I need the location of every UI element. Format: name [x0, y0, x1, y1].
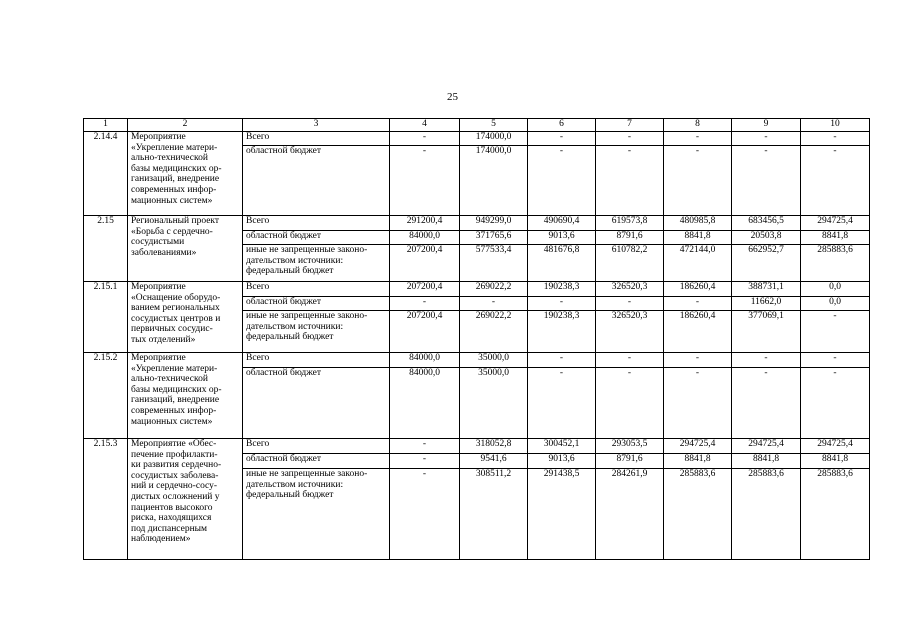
col-header: 9 [732, 119, 801, 132]
value-cell: - [528, 146, 596, 216]
value-cell: 8841,8 [801, 454, 870, 469]
funding-source: областной бюджет [243, 231, 390, 245]
value-cell: 326520,3 [596, 311, 664, 353]
value-cell: - [390, 132, 460, 146]
value-cell: 186260,4 [664, 311, 732, 353]
value-cell: 683456,5 [732, 216, 801, 231]
value-cell: 9013,6 [528, 454, 596, 469]
value-cell: - [596, 368, 664, 439]
value-cell: 8841,8 [664, 454, 732, 469]
value-cell: - [801, 353, 870, 368]
value-cell: - [801, 368, 870, 439]
value-cell: 285883,6 [732, 469, 801, 560]
value-cell: - [390, 439, 460, 454]
funding-source: Всего [243, 132, 390, 146]
value-cell: 480985,8 [664, 216, 732, 231]
table-row [84, 353, 870, 368]
col-header: 4 [390, 119, 460, 132]
value-cell: 8791,6 [596, 231, 664, 245]
value-cell: - [390, 297, 460, 311]
value-cell: 84000,0 [390, 231, 460, 245]
value-cell: - [390, 146, 460, 216]
value-cell: 294725,4 [664, 439, 732, 454]
value-cell: 8841,8 [801, 231, 870, 245]
item-name: Мероприятие «Оснащение оборудо- ванием региональных сосудистых центров и первичных сосудис- тых отделений» [128, 282, 243, 353]
value-cell: 294725,4 [801, 439, 870, 454]
value-cell: 190238,3 [528, 311, 596, 353]
funding-source: иные не запрещенные законо- дательством источники: федеральный бюджет [243, 311, 390, 353]
value-cell: 186260,4 [664, 282, 732, 297]
value-cell: 619573,8 [596, 216, 664, 231]
value-cell: 35000,0 [460, 353, 528, 368]
item-name: Мероприятие «Обес- печение профилакти- ки развития сердечно- сосудистых заболева- ний и сердечно-сосу- дистых осложнений у пациентов высокого риска, находящихся под диспансерным наблюдением» [128, 439, 243, 560]
value-cell: - [460, 297, 528, 311]
value-cell: - [801, 311, 870, 353]
funding-source: Всего [243, 353, 390, 368]
value-cell: 610782,2 [596, 245, 664, 282]
table-row [84, 282, 870, 297]
value-cell: 0,0 [801, 297, 870, 311]
col-header: 6 [528, 119, 596, 132]
funding-source: областной бюджет [243, 454, 390, 469]
value-cell: - [390, 454, 460, 469]
value-cell: - [664, 297, 732, 311]
budget-table [83, 118, 870, 560]
value-cell: 949299,0 [460, 216, 528, 231]
funding-source: иные не запрещенные законо- дательством источники: федеральный бюджет [243, 245, 390, 282]
value-cell: 190238,3 [528, 282, 596, 297]
value-cell: 285883,6 [801, 245, 870, 282]
col-header: 8 [664, 119, 732, 132]
value-cell: 293053,5 [596, 439, 664, 454]
item-name: Мероприятие «Укрепление матери- ально-технической базы медицинских ор- ганизаций, внедрение современных инфор- мационных систем» [128, 132, 243, 216]
value-cell: 481676,8 [528, 245, 596, 282]
value-cell: 326520,3 [596, 282, 664, 297]
col-header: 10 [801, 119, 870, 132]
value-cell: 291438,5 [528, 469, 596, 560]
value-cell: 300452,1 [528, 439, 596, 454]
value-cell: 294725,4 [732, 439, 801, 454]
value-cell: 84000,0 [390, 368, 460, 439]
value-cell: 269022,2 [460, 311, 528, 353]
value-cell: 20503,8 [732, 231, 801, 245]
funding-source: Всего [243, 439, 390, 454]
value-cell: 9541,6 [460, 454, 528, 469]
item-code: 2.14.4 [84, 132, 128, 216]
value-cell: 8841,8 [732, 454, 801, 469]
value-cell: - [801, 132, 870, 146]
value-cell: - [664, 368, 732, 439]
value-cell: 318052,8 [460, 439, 528, 454]
value-cell: - [664, 146, 732, 216]
item-name: Мероприятие «Укрепление матери- ально-технической базы медицинских ор- ганизаций, внедрение современных инфор- мационных систем» [128, 353, 243, 439]
funding-source: областной бюджет [243, 297, 390, 311]
value-cell: 207200,4 [390, 245, 460, 282]
col-header: 3 [243, 119, 390, 132]
value-cell: - [596, 297, 664, 311]
value-cell: 371765,6 [460, 231, 528, 245]
table-row [84, 216, 870, 231]
col-header: 5 [460, 119, 528, 132]
item-name: Региональный проект «Борьба с сердечно- сосудистыми заболеваниями» [128, 216, 243, 282]
value-cell: 9013,6 [528, 231, 596, 245]
value-cell: - [664, 132, 732, 146]
value-cell: 308511,2 [460, 469, 528, 560]
value-cell: - [732, 353, 801, 368]
value-cell: 285883,6 [801, 469, 870, 560]
table-row [84, 439, 870, 454]
value-cell: - [664, 353, 732, 368]
value-cell: 285883,6 [664, 469, 732, 560]
funding-source: иные не запрещенные законо- дательством источники: федеральный бюджет [243, 469, 390, 560]
value-cell: 0,0 [801, 282, 870, 297]
table-row [84, 132, 870, 146]
value-cell: 174000,0 [460, 132, 528, 146]
value-cell: - [528, 297, 596, 311]
value-cell: - [528, 368, 596, 439]
value-cell: 291200,4 [390, 216, 460, 231]
item-code: 2.15.1 [84, 282, 128, 353]
page-number: 25 [447, 91, 458, 103]
value-cell: 174000,0 [460, 146, 528, 216]
value-cell: 8841,8 [664, 231, 732, 245]
col-header: 1 [84, 119, 128, 132]
funding-source: Всего [243, 216, 390, 231]
value-cell: 207200,4 [390, 282, 460, 297]
value-cell: 11662,0 [732, 297, 801, 311]
item-code: 2.15 [84, 216, 128, 282]
value-cell: - [596, 146, 664, 216]
value-cell: 8791,6 [596, 454, 664, 469]
value-cell: - [732, 368, 801, 439]
value-cell: 388731,1 [732, 282, 801, 297]
value-cell: - [596, 132, 664, 146]
value-cell: - [732, 146, 801, 216]
value-cell: 662952,7 [732, 245, 801, 282]
value-cell: - [528, 353, 596, 368]
funding-source: областной бюджет [243, 146, 390, 216]
value-cell: 377069,1 [732, 311, 801, 353]
col-header: 2 [128, 119, 243, 132]
value-cell: 294725,4 [801, 216, 870, 231]
value-cell: 207200,4 [390, 311, 460, 353]
value-cell: 472144,0 [664, 245, 732, 282]
col-header: 7 [596, 119, 664, 132]
value-cell: 490690,4 [528, 216, 596, 231]
value-cell: - [390, 469, 460, 560]
item-code: 2.15.2 [84, 353, 128, 439]
value-cell: - [801, 146, 870, 216]
funding-source: областной бюджет [243, 368, 390, 439]
value-cell: 35000,0 [460, 368, 528, 439]
value-cell: - [732, 132, 801, 146]
value-cell: 269022,2 [460, 282, 528, 297]
value-cell: 284261,9 [596, 469, 664, 560]
header-row [84, 119, 870, 132]
value-cell: - [596, 353, 664, 368]
value-cell: 577533,4 [460, 245, 528, 282]
value-cell: 84000,0 [390, 353, 460, 368]
item-code: 2.15.3 [84, 439, 128, 560]
funding-source: Всего [243, 282, 390, 297]
value-cell: - [528, 132, 596, 146]
